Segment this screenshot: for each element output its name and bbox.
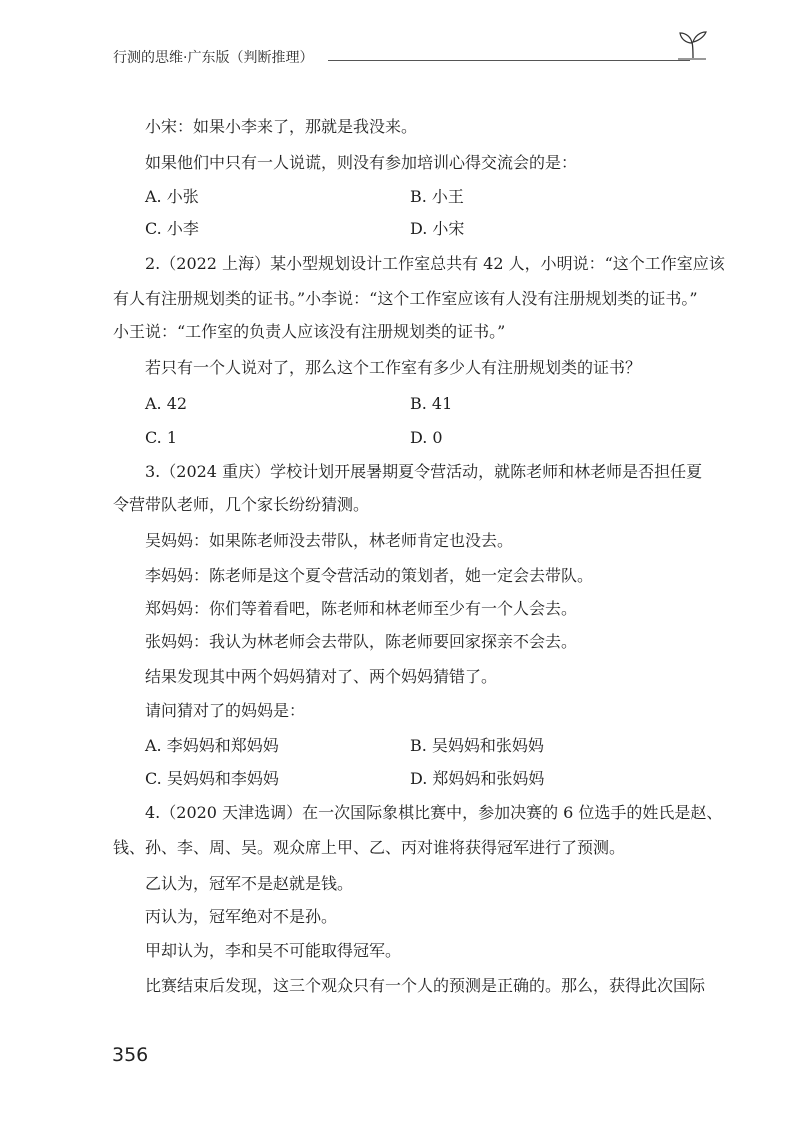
q3-option-a: A. 李妈妈和郑妈妈 bbox=[145, 736, 279, 755]
q3-stem-line: 3.（2024 重庆）学校计划开展暑期夏令营活动，就陈老师和林老师是否担任夏 bbox=[145, 462, 703, 481]
q2-option-a: A. 42 bbox=[145, 394, 188, 413]
q3-statement: 郑妈妈：你们等着看吧，陈老师和林老师至少有一个人会去。 bbox=[145, 599, 578, 618]
q3-option-d: D. 郑妈妈和张妈妈 bbox=[410, 769, 545, 788]
q3-statement: 张妈妈：我认为林老师会去带队，陈老师要回家探亲不会去。 bbox=[145, 632, 578, 651]
q3-option-c: C. 吴妈妈和李妈妈 bbox=[145, 769, 279, 788]
q2-stem-line: 小王说：“工作室的负责人应该没有注册规划类的证书。” bbox=[113, 322, 506, 341]
q2-option-d: D. 0 bbox=[410, 428, 443, 447]
q4-statement: 甲却认为，李和吴不可能取得冠军。 bbox=[145, 941, 402, 960]
sprout-icon bbox=[676, 30, 710, 60]
q2-option-c: C. 1 bbox=[145, 428, 178, 447]
q4-stem-line: 4.（2020 天津选调）在一次国际象棋比赛中，参加决赛的 6 位选手的姓氏是赵、 bbox=[145, 803, 723, 822]
q4-statement: 丙认为，冠军绝对不是孙。 bbox=[145, 907, 338, 926]
running-header-title: 行测的思维·广东版（判断推理） bbox=[113, 50, 314, 66]
q1-prompt: 如果他们中只有一人说谎，则没有参加培训心得交流会的是： bbox=[145, 153, 578, 172]
q4-statement: 乙认为，冠军不是赵就是钱。 bbox=[145, 874, 354, 893]
q3-stem-line: 令营带队老师，几个家长纷纷猜测。 bbox=[113, 495, 370, 514]
q2-prompt: 若只有一个人说对了，那么这个工作室有多少人有注册规划类的证书？ bbox=[145, 358, 642, 377]
q4-conclusion: 比赛结束后发现，这三个观众只有一个人的预测是正确的。那么，获得此次国际 bbox=[145, 976, 706, 995]
q3-statement: 李妈妈：陈老师是这个夏令营活动的策划者，她一定会去带队。 bbox=[145, 566, 594, 585]
q1-option-d: D. 小宋 bbox=[410, 219, 465, 238]
q1-option-c: C. 小李 bbox=[145, 219, 199, 238]
q4-stem-line: 钱、孙、李、周、吴。观众席上甲、乙、丙对谁将获得冠军进行了预测。 bbox=[113, 838, 626, 857]
q3-statement: 吴妈妈：如果陈老师没去带队，林老师肯定也没去。 bbox=[145, 531, 514, 550]
header-divider bbox=[328, 60, 690, 61]
q1-statement: 小宋：如果小李来了，那就是我没来。 bbox=[145, 117, 418, 136]
q2-stem-line: 有人有注册规划类的证书。”小李说：“这个工作室应该有人没有注册规划类的证书。” bbox=[113, 289, 698, 308]
q3-result: 结果发现其中两个妈妈猜对了、两个妈妈猜错了。 bbox=[145, 667, 498, 686]
page-number: 356 bbox=[112, 1044, 149, 1066]
q1-option-a: A. 小张 bbox=[145, 187, 199, 206]
q3-option-b: B. 吴妈妈和张妈妈 bbox=[410, 736, 544, 755]
q1-option-b: B. 小王 bbox=[410, 187, 464, 206]
q3-prompt: 请问猜对了的妈妈是： bbox=[145, 701, 306, 720]
q2-stem-line: 2.（2022 上海）某小型规划设计工作室总共有 42 人，小明说：“这个工作室应该 bbox=[145, 254, 725, 273]
q2-option-b: B. 41 bbox=[410, 394, 453, 413]
